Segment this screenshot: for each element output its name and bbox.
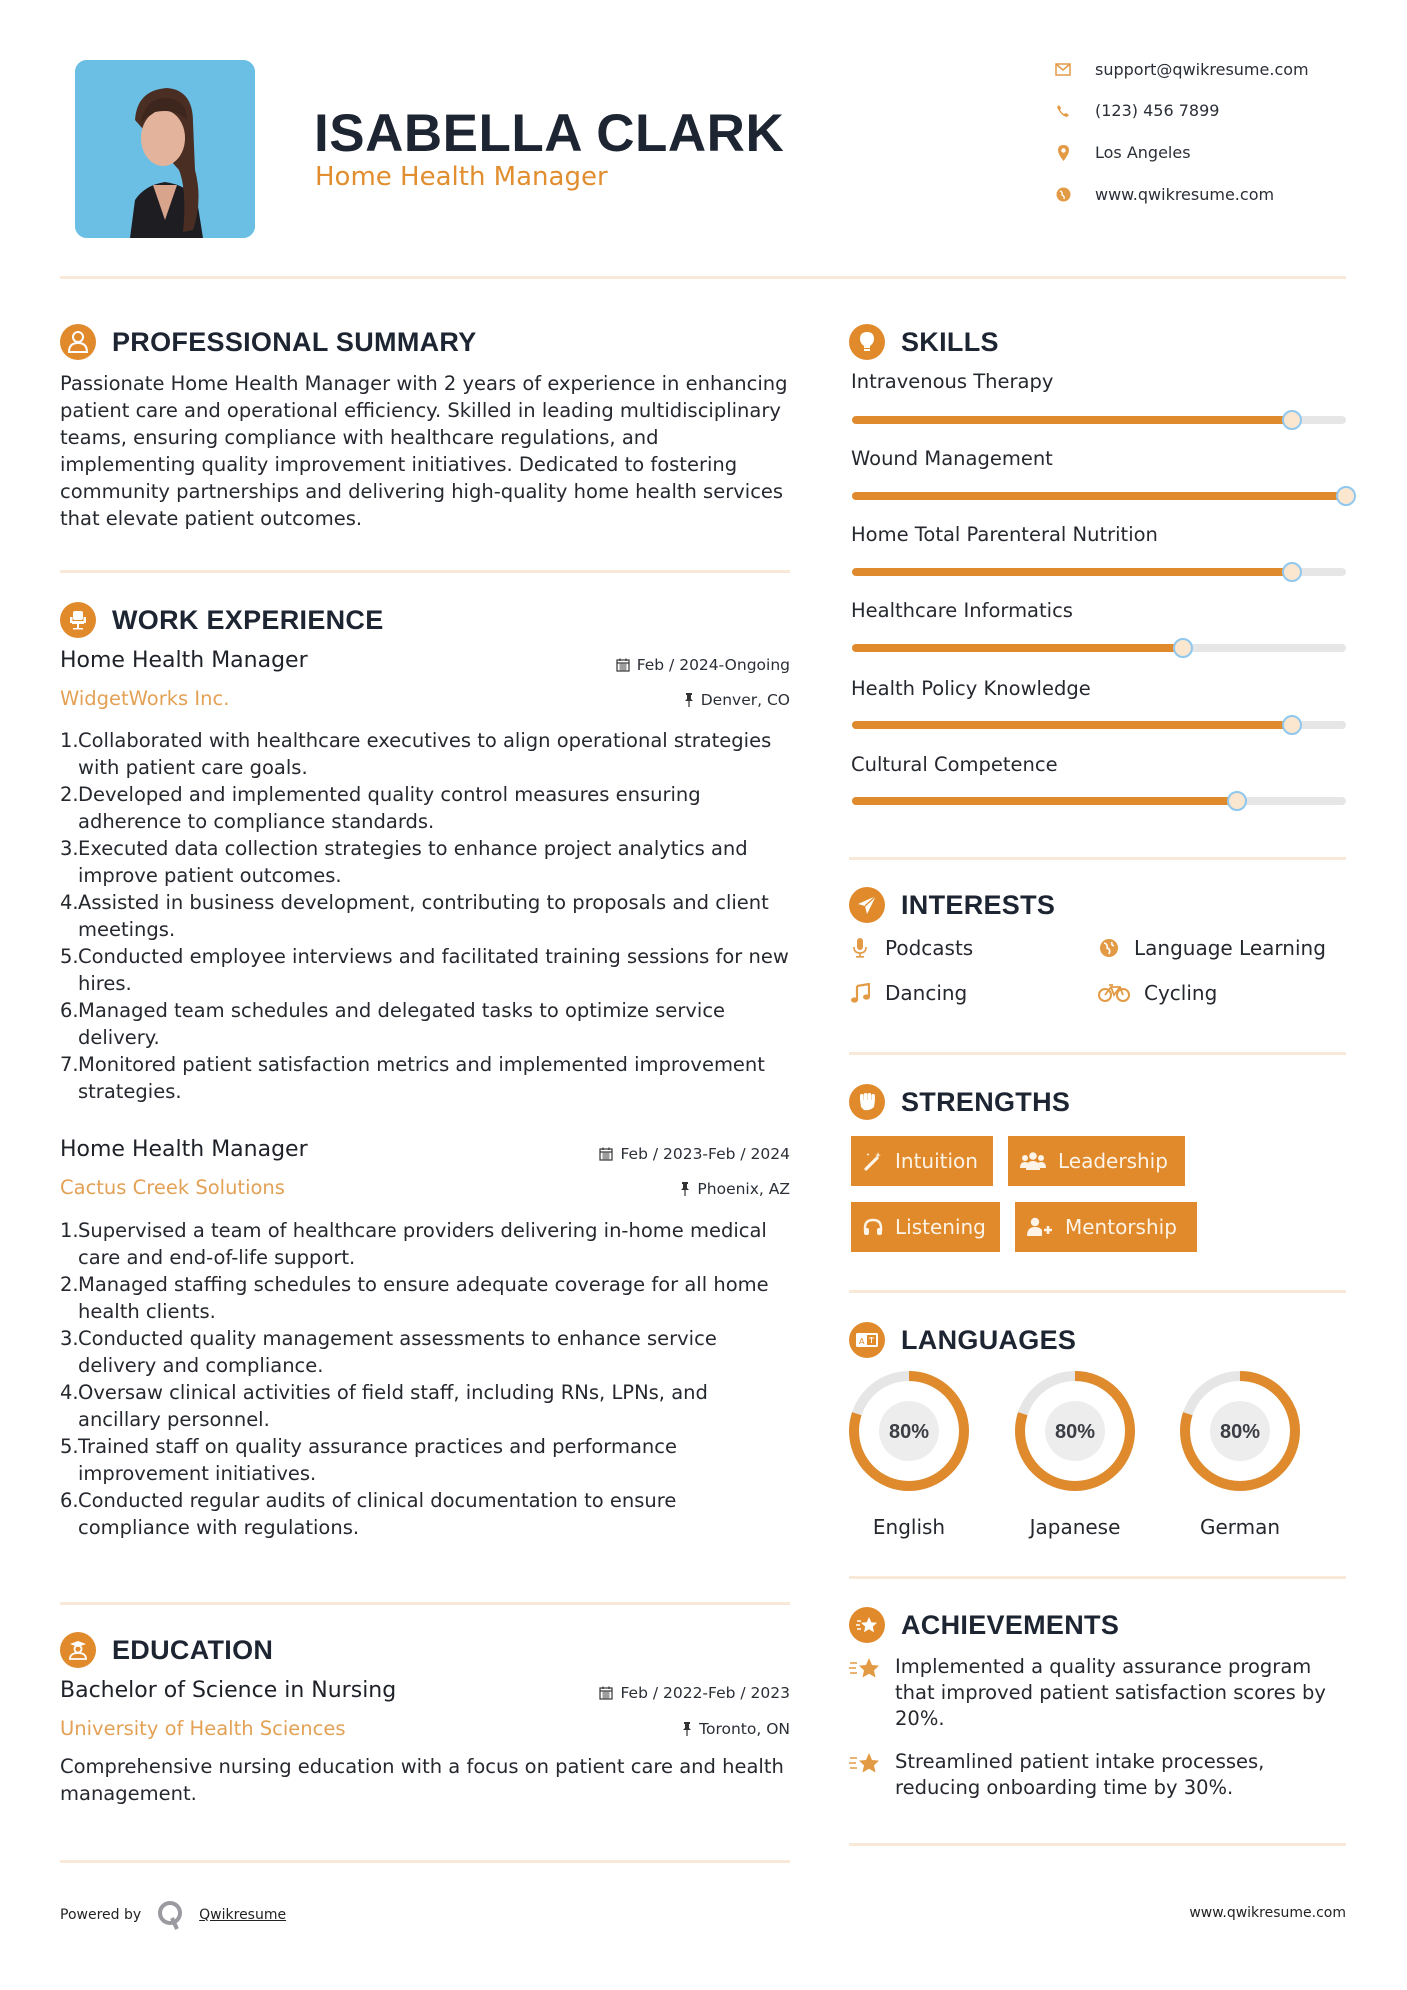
education-heading: EDUCATION: [60, 1632, 273, 1668]
envelope-icon: [1055, 62, 1071, 78]
progress-ring: [1178, 1369, 1302, 1493]
skill-bar: [852, 492, 1346, 500]
job-dates: Feb / 2023-Feb / 2024: [599, 1145, 790, 1163]
candidate-name: ISABELLA CLARK: [314, 104, 785, 163]
job-bullets: [60, 1217, 790, 1541]
lightbulb-icon: [849, 324, 885, 360]
section-divider: [849, 1576, 1346, 1579]
skills-heading: SKILLS: [849, 324, 999, 360]
summary-heading: PROFESSIONAL SUMMARY: [60, 324, 477, 360]
interest-item: Cycling: [1098, 981, 1217, 1005]
strengths-heading: STRENGTHS: [849, 1084, 1070, 1120]
job-title: Home Health Manager: [60, 1137, 308, 1162]
progress-ring: [847, 1369, 971, 1493]
job-bullets: [60, 727, 790, 1105]
pushpin-icon: [682, 1722, 692, 1736]
strength-chip-listening: Listening: [851, 1202, 1000, 1252]
strength-chip-mentorship: Mentorship: [1015, 1202, 1197, 1252]
section-divider: [849, 857, 1346, 860]
language-label: Japanese: [1029, 1515, 1121, 1539]
fist-icon: [849, 1084, 885, 1120]
pushpin-icon: [680, 1182, 690, 1196]
achievement-item: Streamlined patient intake processes, reducing onboarding time by 30%.: [849, 1749, 1346, 1801]
skill-label: Cultural Competence: [851, 753, 1058, 776]
svg-text:80%: 80%: [1219, 1421, 1261, 1443]
interests-heading: INTERESTS: [849, 887, 1055, 923]
list-item: 3. Executed data collection strategies to enhance project analytics and improve patient outcomes.: [60, 837, 748, 887]
email-text: support@qwikresume.com: [1095, 60, 1309, 79]
list-item: 7. Monitored patient satisfaction metrics and implemented improvement strategies.: [60, 1053, 765, 1103]
headphones-icon: [863, 1218, 883, 1236]
section-divider: [849, 1843, 1346, 1846]
contact-location: [1055, 143, 1191, 162]
skill-bar: [852, 416, 1346, 424]
skill-knob: [1282, 410, 1302, 430]
list-item: 6. Conducted regular audits of clinical documentation to ensure compliance with regulations.: [60, 1489, 677, 1539]
phone-icon: [1055, 103, 1071, 119]
users-icon: [1020, 1151, 1046, 1171]
profile-photo: [75, 60, 255, 238]
summary-text: Passionate Home Health Manager with 2 years of experience in enhancing patient care and operational efficiency. Skilled in leading multidisciplinary teams, ensuring compliance with healthcare regulations, and implementing quality improvement initiatives. Dedicated to fostering community partnerships and delivering high-quality home health services that elevate patient outcomes.: [60, 372, 788, 530]
star-icon: [849, 1654, 881, 1732]
powered-by-label: Powered by: [60, 1907, 142, 1923]
graduate-icon: [60, 1632, 96, 1668]
skill-knob: [1282, 715, 1302, 735]
pushpin-icon: [684, 693, 694, 707]
school-name: University of Health Sciences: [60, 1717, 346, 1740]
skill-knob: [1336, 486, 1356, 506]
list-item: 5. Trained staff on quality assurance practices and performance improvement initiatives.: [60, 1435, 677, 1485]
phone-text: (123) 456 7899: [1095, 101, 1220, 120]
job-location: Phoenix, AZ: [680, 1180, 790, 1198]
list-item: 3. Conducted quality management assessments to enhance service delivery and compliance.: [60, 1327, 717, 1377]
qwikresume-link[interactable]: Qwikresume: [199, 1907, 287, 1923]
skill-label: Health Policy Knowledge: [851, 677, 1091, 700]
list-item: 4. Oversaw clinical activities of field staff, including RNs, LPNs, and ancillary personnel.: [60, 1381, 708, 1431]
list-item: 4. Assisted in business development, contributing to proposals and client meetings.: [60, 891, 769, 941]
calendar-icon: [599, 1686, 613, 1700]
calendar-icon: [599, 1147, 613, 1161]
progress-ring: [1013, 1369, 1137, 1493]
contact-phone[interactable]: [1055, 101, 1219, 120]
strength-chip-intuition: Intuition: [851, 1136, 993, 1186]
languages-heading: A LANGUAGES: [849, 1322, 1076, 1358]
job-dates: Feb / 2024-Ongoing: [616, 656, 790, 674]
svg-text:80%: 80%: [888, 1421, 930, 1443]
contact-email[interactable]: [1055, 60, 1309, 79]
company-name: WidgetWorks Inc.: [60, 687, 230, 710]
list-item: 2. Managed staffing schedules to ensure adequate coverage for all home health clients.: [60, 1273, 769, 1323]
list-item: 6. Managed team schedules and delegated tasks to optimize service delivery.: [60, 999, 726, 1049]
list-item: 1. Supervised a team of healthcare providers delivering in-home medical care and end-of-life support.: [60, 1219, 767, 1269]
interest-item: Podcasts: [849, 936, 973, 960]
skill-label: Home Total Parenteral Nutrition: [851, 523, 1158, 546]
bicycle-icon: [1098, 984, 1130, 1002]
interest-item: Language Learning: [1098, 936, 1326, 960]
skill-label: Healthcare Informatics: [851, 599, 1073, 622]
section-divider: [60, 1602, 790, 1605]
office-chair-icon: [60, 602, 96, 638]
skill-bar: [852, 568, 1346, 576]
skill-knob: [1227, 791, 1247, 811]
language-german: [1178, 1369, 1302, 1539]
calendar-icon: [616, 658, 630, 672]
list-item: 5. Conducted employee interviews and facilitated training sessions for new hires.: [60, 945, 789, 995]
star-icon: [849, 1749, 881, 1801]
language-icon: [849, 1322, 885, 1358]
education-dates: Feb / 2022-Feb / 2023: [599, 1684, 790, 1702]
star-badge-icon: [849, 1607, 885, 1643]
job-title: Home Health Manager: [60, 648, 308, 673]
svg-text:80%: 80%: [1054, 1421, 1096, 1443]
skill-bar: [852, 721, 1346, 729]
user-plus-icon: [1027, 1217, 1053, 1237]
section-divider: [60, 1860, 790, 1863]
footer-website[interactable]: www.qwikresume.com: [1189, 1905, 1346, 1921]
list-item: 2. Developed and implemented quality control measures ensuring adherence to compliance standards.: [60, 783, 701, 833]
map-pin-icon: [1055, 145, 1071, 161]
qwikresume-logo-icon: [157, 1900, 185, 1930]
education-location: Toronto, ON: [682, 1720, 790, 1738]
job-location: Denver, CO: [684, 691, 790, 709]
language-japanese: [1013, 1369, 1137, 1539]
skill-bar: [852, 797, 1346, 805]
user-icon: [60, 324, 96, 360]
paper-plane-icon: [849, 887, 885, 923]
language-label: English: [872, 1515, 946, 1539]
section-divider: [849, 1290, 1346, 1293]
svg-text:A: A: [859, 1337, 865, 1346]
globe-icon: [1098, 938, 1120, 958]
company-name: Cactus Creek Solutions: [60, 1176, 285, 1199]
magic-wand-icon: [863, 1151, 883, 1171]
candidate-title: Home Health Manager: [315, 162, 608, 192]
website-text: www.qwikresume.com: [1095, 185, 1275, 204]
degree-title: Bachelor of Science in Nursing: [60, 1678, 397, 1703]
list-item: 1. Collaborated with healthcare executives to align operational strategies with patient care goals.: [60, 729, 772, 779]
microphone-icon: [849, 938, 871, 958]
language-label: German: [1199, 1515, 1281, 1539]
skill-label: Intravenous Therapy: [851, 370, 1054, 393]
music-icon: [849, 983, 871, 1003]
interest-item: Dancing: [849, 981, 967, 1005]
language-english: [847, 1369, 971, 1539]
globe-icon: [1055, 187, 1071, 203]
location-text: Los Angeles: [1095, 143, 1191, 162]
education-description: Comprehensive nursing education with a focus on patient care and health management.: [60, 1755, 784, 1805]
skill-knob: [1173, 638, 1193, 658]
powered-by: [60, 1900, 286, 1930]
skill-bar: [852, 644, 1346, 652]
skill-knob: [1282, 562, 1302, 582]
header-divider: [60, 276, 1346, 279]
skill-label: Wound Management: [851, 447, 1053, 470]
strength-chip-leadership: Leadership: [1008, 1136, 1185, 1186]
experience-heading: WORK EXPERIENCE: [60, 602, 384, 638]
section-divider: [60, 570, 790, 573]
contact-website[interactable]: [1055, 185, 1274, 204]
section-divider: [849, 1052, 1346, 1055]
achievement-item: Implemented a quality assurance program that improved patient satisfaction scores by 20%.: [849, 1654, 1346, 1732]
achievements-heading: ACHIEVEMENTS: [849, 1607, 1119, 1643]
